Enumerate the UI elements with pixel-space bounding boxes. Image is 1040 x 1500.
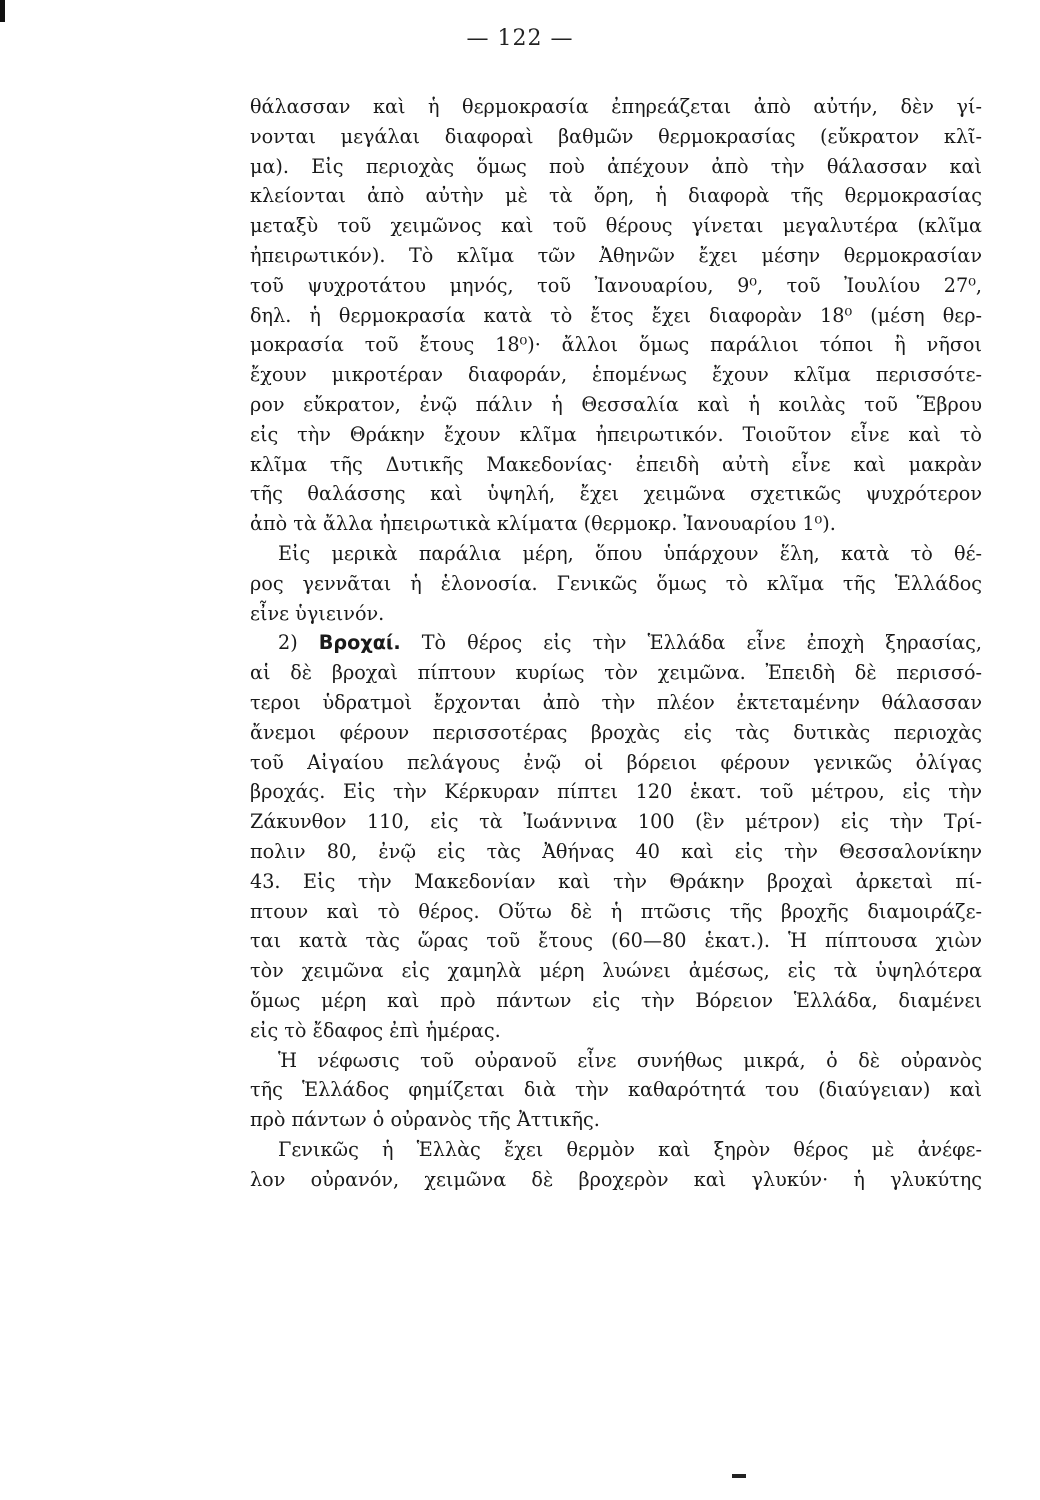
text-line: Ἡ νέφωσις τοῦ οὐρανοῦ εἶνε συνήθως μικρά, ὁ δὲ οὐρανὸς <box>278 1048 982 1072</box>
text-line: πρὸ πάντων ὁ οὐρανὸς τῆς Ἀττικῆς. <box>250 1108 600 1132</box>
text-line: τοῦ ψυχροτάτου μηνός, τοῦ Ἰανουαρίου, 9⁰, τοῦ Ἰουλίου 27⁰, <box>250 273 982 297</box>
print-mark <box>732 1474 746 1478</box>
section-number: 2) <box>278 631 298 655</box>
text-line: τοῦ Αἰγαίου πελάγους ἐνῷ οἱ βόρειοι φέρουν γενικῶς ὀλίγας <box>250 750 982 774</box>
text-fragment: Τὸ θέρος εἰς τὴν Ἑλλάδα εἶνε ἐποχὴ ξηρασίας, <box>421 631 982 655</box>
text-line: Ζάκυνθον 110, εἰς τὰ Ἰωάννινα 100 (ἓν μέτρον) εἰς τὴν Τρί- <box>250 810 982 834</box>
paragraph-rainfall <box>250 628 982 1045</box>
paragraph-malaria <box>250 539 982 628</box>
text-line: κλείονται ἀπὸ αὐτὴν μὲ τὰ ὄρη, ἡ διαφορὰ τῆς θερμοκρασίας <box>250 184 982 208</box>
text-line: τὸν χειμῶνα εἰς χαμηλὰ μέρη λυώνει ἀμέσως, εἰς τὰ ὑψηλότερα <box>250 959 982 983</box>
text-line: ὅμως μέρη καὶ πρὸ πάντων εἰς τὴν Βόρειον Ἑλλάδα, διαμένει <box>250 988 982 1012</box>
text-line: μα). Εἰς περιοχὰς ὅμως ποὺ ἀπέχουν ἀπὸ τὴν θάλασσαν καὶ <box>250 154 982 178</box>
text-line: ἄνεμοι φέρουν περισσοτέρας βροχὰς εἰς τὰς δυτικὰς περιοχὰς <box>250 720 982 744</box>
paragraph-sky <box>250 1046 982 1135</box>
text-line: δηλ. ἡ θερμοκρασία κατὰ τὸ ἔτος ἔχει διαφορὰν 18⁰ (μέση θερ- <box>250 303 982 327</box>
text-line: ρος γεννᾶται ἡ ἑλονοσία. Γενικῶς ὅμως τὸ κλῖμα τῆς Ἑλλάδος <box>250 571 982 595</box>
text-line: πολιν 80, ἐνῷ εἰς τὰς Ἀθήνας 40 καὶ εἰς τὴν Θεσσαλονίκην <box>250 839 982 863</box>
section-heading: Βροχαί. <box>318 631 401 655</box>
text-line: βροχάς. Εἰς τὴν Κέρκυραν πίπτει 120 ἑκατ. τοῦ μέτρου, εἰς τὴν <box>250 780 982 804</box>
text-line: Γενικῶς ἡ Ἑλλὰς ἔχει θερμὸν καὶ ξηρὸν θέρος μὲ ἀνέφε- <box>278 1137 982 1161</box>
text-line: νονται μεγάλαι διαφοραὶ βαθμῶν θερμοκρασίας (εὔκρατον κλῖ- <box>250 124 982 148</box>
text-line: ται κατὰ τὰς ὥρας τοῦ ἔτους (60—80 ἑκατ.). Ἡ πίπτουσα χιὼν <box>250 929 982 953</box>
text-line: πτουν καὶ τὸ θέρος. Οὕτω δὲ ἡ πτῶσις τῆς βροχῆς διαμοιράζε- <box>250 899 982 923</box>
text-line: ρον εὔκρατον, ἐνῷ πάλιν ἡ Θεσσαλία καὶ ἡ κοιλὰς τοῦ Ἕβρου <box>250 392 982 416</box>
text-line: 43. Εἰς τὴν Μακεδονίαν καὶ τὴν Θράκην βροχαὶ ἀρκεταὶ πί- <box>250 869 982 893</box>
text-line: κλῖμα τῆς Δυτικῆς Μακεδονίας· ἐπειδὴ αὐτὴ εἶνε καὶ μακρὰν <box>250 452 982 476</box>
text-line: λον οὐρανόν, χειμῶνα δὲ βροχερὸν καὶ γλυκύν· ἡ γλυκύτης <box>250 1167 982 1191</box>
page-text <box>250 92 982 1194</box>
text-line: εἰς τὸ ἔδαφος ἐπὶ ἡμέρας. <box>250 1018 501 1042</box>
text-line: τῆς Ἑλλάδος φημίζεται διὰ τὴν καθαρότητά του (διαύγειαν) καὶ <box>250 1078 982 1102</box>
page-number: — 122 — <box>466 26 574 51</box>
text-line: Εἰς μερικὰ παράλια μέρη, ὅπου ὑπάρχουν ἕλη, κατὰ τὸ θέ- <box>278 541 982 565</box>
text-line: αἱ δὲ βροχαὶ πίπτουν κυρίως τὸν χειμῶνα. Ἐπειδὴ δὲ περισσό- <box>250 661 982 685</box>
paragraph-climate-temperature <box>250 92 982 539</box>
text-line: θάλασσαν καὶ ἡ θερμοκρασία ἐπηρεάζεται ἀπὸ αὐτήν, δὲν γί- <box>250 95 982 118</box>
text-line-heading <box>250 628 982 658</box>
text-line: ἠπειρωτικόν). Τὸ κλῖμα τῶν Ἀθηνῶν ἔχει μέσην θερμοκρασίαν <box>250 243 982 267</box>
text-line: ἀπὸ τὰ ἄλλα ἠπειρωτικὰ κλίματα (θερμοκρ. Ἰανουαρίου 1⁰). <box>250 512 836 536</box>
text-line: τῆς θαλάσσης καὶ ὑψηλή, ἔχει χειμῶνα σχετικῶς ψυχρότερον <box>250 482 982 506</box>
text-line: μεταξὺ τοῦ χειμῶνος καὶ τοῦ θέρους γίνεται μεγαλυτέρα (κλῖμα <box>250 214 982 238</box>
text-line: μοκρασία τοῦ ἔτους 18⁰)· ἄλλοι ὅμως παράλιοι τόποι ἢ νῆσοι <box>250 333 982 357</box>
text-line: εἰς τὴν Θράκην ἔχουν κλῖμα ἠπειρωτικόν. Τοιοῦτον εἶνε καὶ τὸ <box>250 422 982 446</box>
text-line: τεροι ὑδρατμοὶ ἔρχονται ἀπὸ τὴν πλέον ἐκτεταμένην θάλασσαν <box>250 690 982 714</box>
text-line: εἶνε ὑγιεινόν. <box>250 601 385 625</box>
text-line: ἔχουν μικροτέραν διαφοράν, ἑπομένως ἔχουν κλῖμα περισσότε- <box>250 363 982 387</box>
paragraph-summary <box>250 1135 982 1195</box>
scan-edge-mark <box>0 0 5 22</box>
